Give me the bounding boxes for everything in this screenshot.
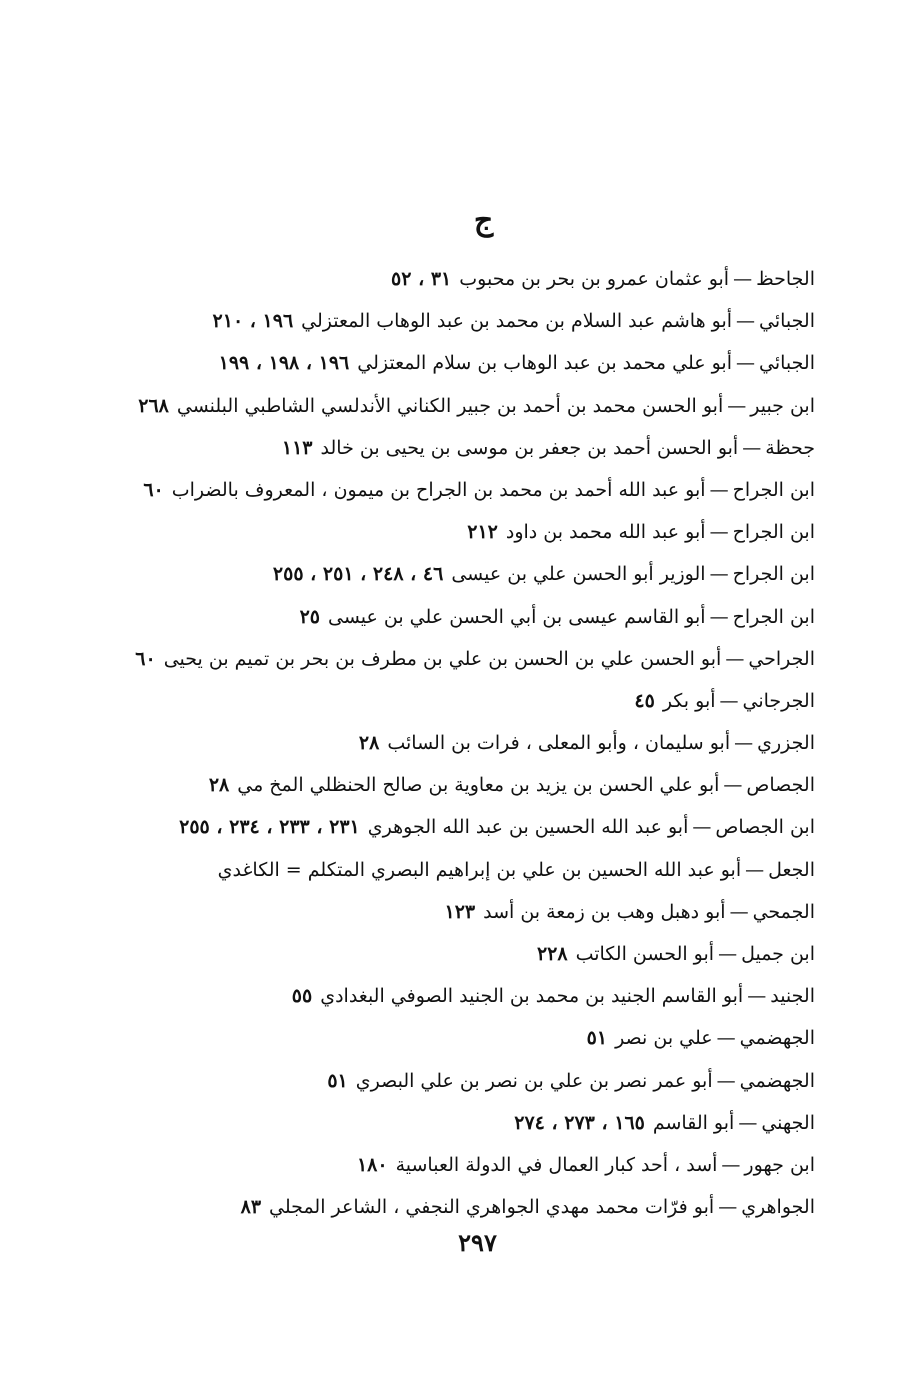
entry-separator: — <box>734 732 754 755</box>
entry-separator: — <box>738 1111 758 1134</box>
entry-separator: — <box>719 689 739 712</box>
entry-separator: — <box>736 310 756 333</box>
index-entry <box>115 596 815 638</box>
entry-page-refs: ٢٦٨ <box>138 394 169 417</box>
entry-name: ابن جبير <box>750 394 815 417</box>
entry-page-refs: ٦٠ <box>143 478 164 501</box>
entry-page-refs: ٣١ ، ٥٢ <box>391 268 452 290</box>
index-entry <box>115 933 815 975</box>
entry-page-refs: ٥١ <box>586 1027 608 1050</box>
entry-separator: — <box>723 774 743 797</box>
entry-description: أبو عمر نصر بن علي بن نصر بن علي البصري <box>355 1069 713 1092</box>
index-entry <box>115 638 815 680</box>
entry-page-refs <box>210 859 218 881</box>
entry-page-refs: ٢٥ <box>299 605 320 628</box>
entry-description: أبو هاشم عبد السلام بن محمد بن عبد الوهاب المعتزلي <box>301 310 733 333</box>
entry-separator: — <box>718 1196 738 1219</box>
index-entry <box>115 891 815 933</box>
entry-page-refs: ٥٥ <box>291 985 313 1008</box>
entry-page-refs: ٢٢٨ <box>536 943 568 965</box>
entry-separator: — <box>733 268 753 290</box>
entry-page-refs: ٤٦ ، ٢٤٨ ، ٢٥١ ، ٢٥٥ <box>272 563 444 586</box>
entry-separator: — <box>736 352 756 375</box>
entry-description: أبو القاسم <box>652 1111 735 1134</box>
entry-page-refs: ١٩٦ ، ٢١٠ <box>212 310 294 333</box>
entry-page-refs: ٨٣ <box>240 1196 262 1219</box>
entry-name: جحظة <box>765 436 815 459</box>
index-entry <box>115 258 815 300</box>
entry-description: علي بن نصر <box>615 1027 713 1050</box>
index-entry <box>115 553 815 595</box>
entry-page-refs: ٤٥ <box>634 689 655 712</box>
entry-description: أبو فرّات محمد مهدي الجواهري النجفي ، الشاعر المجلي <box>269 1196 715 1219</box>
index-entry-list <box>115 258 815 1228</box>
entry-separator: — <box>725 647 745 670</box>
entry-name: الجرجاني <box>742 689 815 712</box>
entry-page-refs: ١١٣ <box>281 436 313 459</box>
entry-name: ابن الجراح <box>732 605 815 628</box>
index-entry <box>115 427 815 469</box>
index-entry <box>115 1186 815 1228</box>
entry-separator: — <box>709 521 729 544</box>
entry-description: أبو علي محمد بن عبد الوهاب بن سلام المعتزلي <box>357 352 733 375</box>
entry-name: الجهضمي <box>739 1027 815 1050</box>
entry-name: الجنيد <box>770 985 815 1008</box>
entry-description: أبو القاسم عيسى بن أبي الحسن علي بن عيسى <box>328 605 706 628</box>
page-number: ٢٩٧ <box>458 1228 497 1257</box>
entry-description: الوزير أبو الحسن علي بن عيسى <box>451 563 706 586</box>
entry-description: أبو الحسن علي بن الحسن بن علي بن مطرف بن بحر بن تميم بن يحيى <box>163 647 722 670</box>
index-entry <box>115 1144 815 1186</box>
entry-name: الجمحي <box>752 900 815 923</box>
entry-separator: — <box>709 605 729 628</box>
entry-name: الجهضمي <box>739 1069 815 1092</box>
entry-name: الجبائي <box>759 310 815 333</box>
index-entry <box>115 722 815 764</box>
entry-name: الجهني <box>761 1111 815 1134</box>
entry-page-refs: ١٩٦ ، ١٩٨ ، ١٩٩ <box>218 352 350 375</box>
entry-name: ابن جميل <box>741 943 815 965</box>
entry-page-refs: ١٢٣ <box>444 900 476 923</box>
entry-page-refs: ١٨٠ <box>356 1153 388 1176</box>
index-entry <box>115 1017 815 1059</box>
entry-description: أبو عبد الله الحسين بن علي بن إبراهيم البصري المتكلم = الكاغدي <box>217 858 742 881</box>
entry-page-refs: ٢١٢ <box>467 521 498 544</box>
entry-page-refs: ٢٣١ ، ٢٣٣ ، ٢٣٤ ، ٢٥٥ <box>179 816 360 839</box>
entry-description: أبو الحسن الكاتب <box>575 943 715 965</box>
entry-name: ابن الجراح <box>732 563 815 586</box>
section-letter-heading: ج <box>473 203 494 238</box>
entry-separator: — <box>747 985 767 1008</box>
entry-description: أبو عثمان عمرو بن بحر بن محبوب <box>459 268 730 290</box>
index-entry <box>115 849 815 891</box>
entry-page-refs: ٢٨ <box>208 774 230 797</box>
index-entry <box>115 975 815 1017</box>
entry-name: الجبائي <box>759 352 815 375</box>
index-entry <box>115 300 815 342</box>
index-entry <box>115 342 815 384</box>
entry-name: الجراحي <box>748 647 815 670</box>
entry-separator: — <box>727 394 747 417</box>
entry-separator: — <box>718 943 738 965</box>
entry-separator: — <box>729 900 749 923</box>
entry-description: أبو عبد الله أحمد بن محمد بن الجراح بن ميمون ، المعروف بالضراب <box>171 478 706 501</box>
entry-description: أبو دهبل وهب بن زمعة بن أسد <box>483 900 726 923</box>
entry-separator: — <box>709 478 729 501</box>
entry-name: الجواهري <box>741 1196 815 1219</box>
entry-separator: — <box>742 436 762 459</box>
entry-description: أبو عبد الله محمد بن داود <box>505 521 706 544</box>
entry-separator: — <box>721 1153 741 1176</box>
entry-description: أبو الحسن أحمد بن جعفر بن موسى بن يحيى بن خالد <box>320 436 739 459</box>
entry-separator: — <box>709 563 729 586</box>
index-entry <box>115 764 815 806</box>
entry-description: أبو علي الحسن بن يزيد بن معاوية بن صالح الحنظلي المخ مي <box>237 774 720 797</box>
entry-name: ابن الجراح <box>732 521 815 544</box>
index-entry <box>115 1060 815 1102</box>
entry-name: الجاحظ <box>756 268 815 290</box>
entry-name: ابن الجراح <box>732 478 815 501</box>
entry-description: أبو عبد الله الحسين بن عبد الله الجوهري <box>367 816 689 839</box>
entry-name: ابن جهور <box>744 1153 815 1176</box>
entry-description: أبو الحسن محمد بن أحمد بن جبير الكناني الأندلسي الشاطبي البلنسي <box>176 394 724 417</box>
entry-page-refs: ٢٨ <box>358 732 380 755</box>
entry-description: أبو القاسم الجنيد بن محمد بن الجنيد الصوفي البغدادي <box>320 985 744 1008</box>
index-entry <box>115 806 815 848</box>
entry-page-refs: ٦٠ <box>135 647 156 670</box>
index-entry <box>115 385 815 427</box>
entry-name: الجزري <box>757 732 815 755</box>
entry-separator: — <box>716 1069 736 1092</box>
index-entry <box>115 511 815 553</box>
entry-name: ابن الجصاص <box>715 816 815 839</box>
index-entry <box>115 680 815 722</box>
entry-description: أبو سليمان ، وأبو المعلى ، فرات بن السائب <box>387 732 731 755</box>
entry-separator: — <box>692 816 712 839</box>
entry-separator: — <box>716 1027 736 1050</box>
entry-page-refs: ٥١ <box>327 1069 348 1092</box>
index-entry <box>115 469 815 511</box>
entry-separator: — <box>745 858 765 881</box>
entry-description: أسد ، أحد كبار العمال في الدولة العباسية <box>395 1153 718 1176</box>
entry-name: الجصاص <box>746 774 815 797</box>
entry-page-refs: ١٦٥ ، ٢٧٣ ، ٢٧٤ <box>514 1111 645 1134</box>
entry-description: أبو بكر <box>662 689 716 712</box>
entry-name: الجعل <box>768 858 815 881</box>
index-entry <box>115 1102 815 1144</box>
